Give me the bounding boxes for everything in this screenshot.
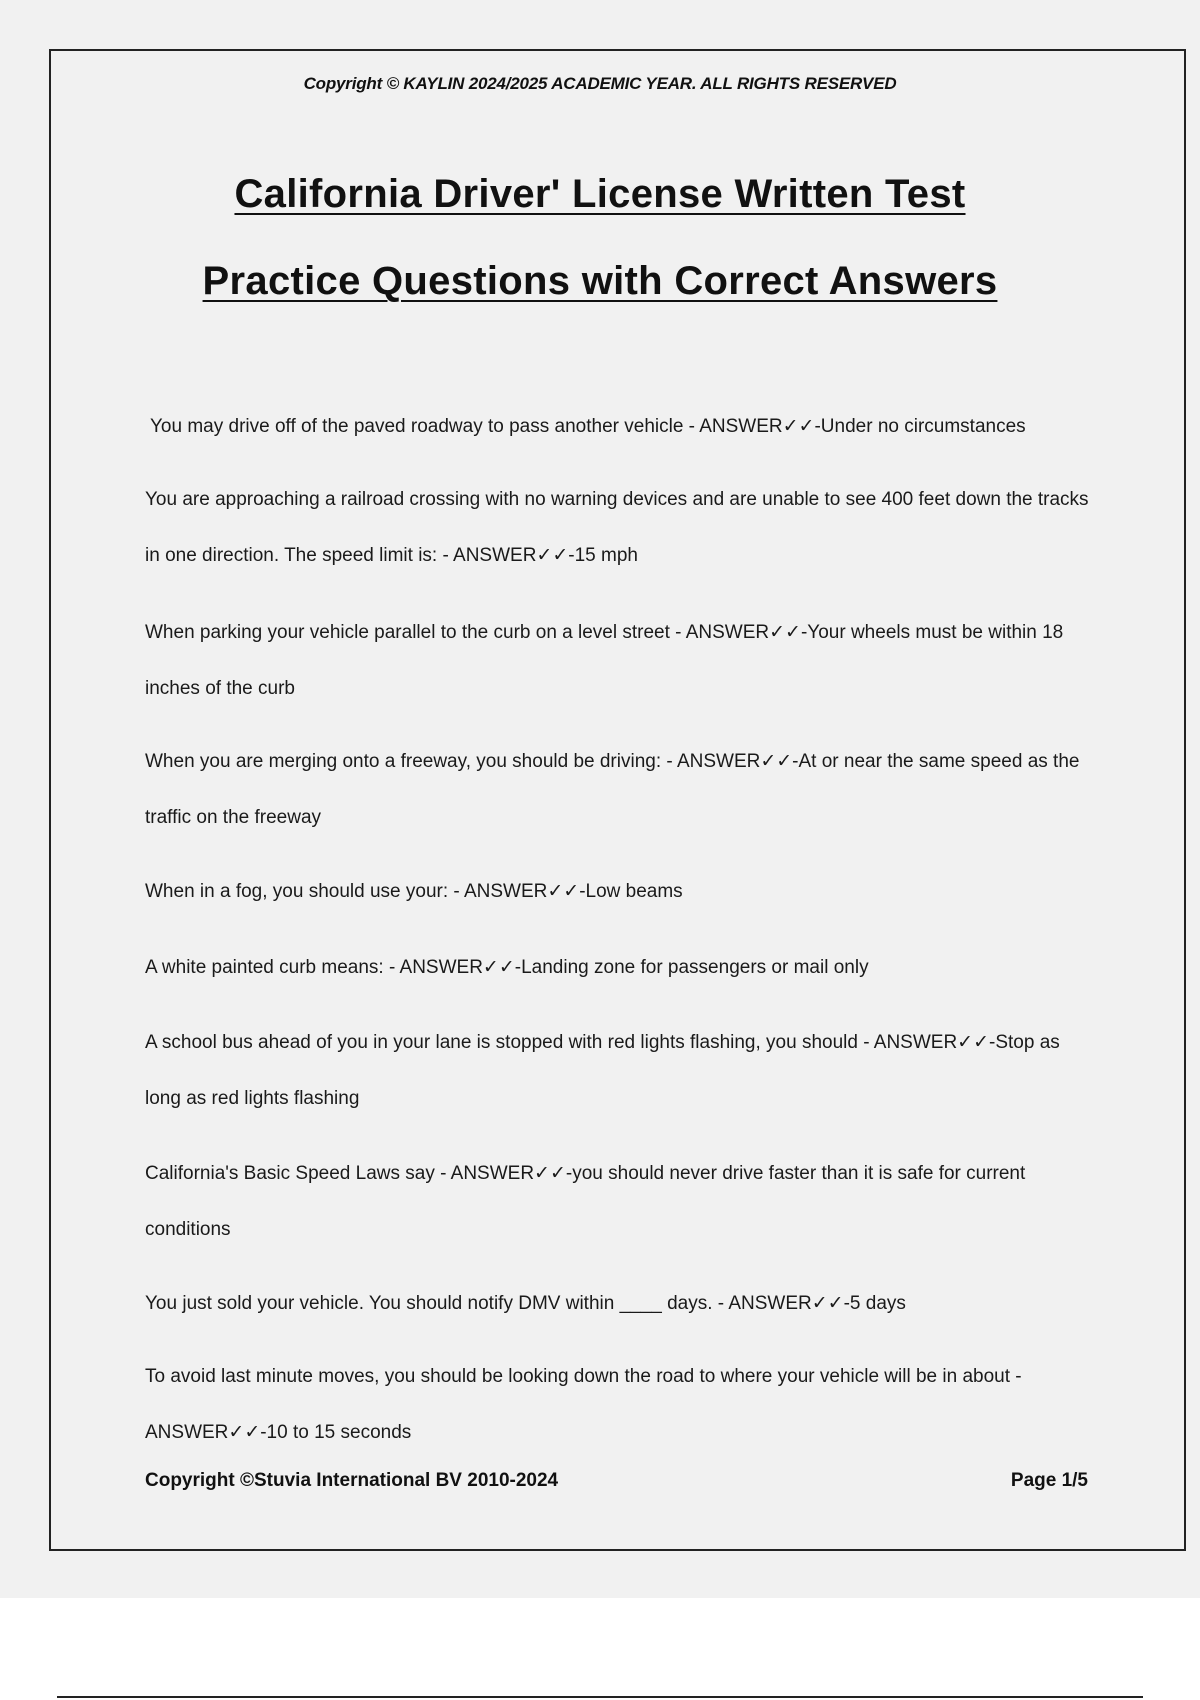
document-title-line-2-text: Practice Questions with Correct Answers [202, 259, 998, 303]
document-title-line-1 [0, 172, 1200, 217]
qa-item-8: California's Basic Speed Laws say - ANSWER✓✓-you should never drive faster than it is safe for current conditions [145, 1163, 1026, 1240]
footer-copyright: Copyright ©Stuvia International BV 2010-2024 [145, 1470, 559, 1491]
qa-item-2: You are approaching a railroad crossing with no warning devices and are unable to see 400 feet down the tracks in one direction. The speed limit is: - ANSWER✓✓-15 mph [145, 489, 1089, 566]
document-title-line-2 [0, 259, 1200, 304]
qa-item-5: When in a fog, you should use your: - ANSWER✓✓-Low beams [145, 881, 683, 902]
document-title-line-1-text: California Driver' License Written Test [234, 172, 966, 216]
header-copyright: Copyright © KAYLIN 2024/2025 ACADEMIC YEAR. ALL RIGHTS RESERVED [303, 74, 897, 93]
qa-item-6: A white painted curb means: - ANSWER✓✓-Landing zone for passengers or mail only [145, 957, 869, 978]
qa-item-1: You may drive off of the paved roadway to pass another vehicle - ANSWER✓✓-Under no circumstances [150, 416, 1026, 437]
qa-item-7: A school bus ahead of you in your lane is stopped with red lights flashing, you should - ANSWER✓✓-Stop as long as red lights flashing [145, 1032, 1060, 1109]
page-number: Page 1/5 [1010, 1470, 1088, 1491]
qa-item-3: When parking your vehicle parallel to the curb on a level street - ANSWER✓✓-Your wheels must be within 18 inches of the curb [145, 622, 1064, 699]
qa-item-10: To avoid last minute moves, you should be looking down the road to where your vehicle will be in about - ANSWER✓✓-10 to 15 seconds [145, 1366, 1022, 1443]
qa-item-4: When you are merging onto a freeway, you should be driving: - ANSWER✓✓-At or near the same speed as the traffic on the freeway [145, 751, 1080, 828]
qa-item-9: You just sold your vehicle. You should notify DMV within ____ days. - ANSWER✓✓-5 days [145, 1293, 906, 1314]
next-page-divider [57, 1696, 1143, 1698]
